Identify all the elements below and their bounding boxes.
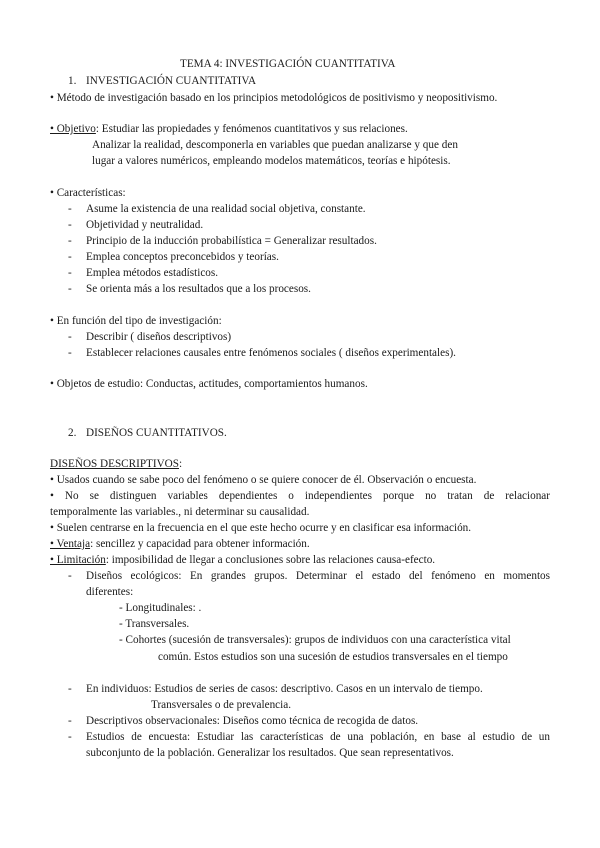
list-dash: - bbox=[68, 347, 72, 359]
funcion-item: Describir ( diseños descriptivos) bbox=[86, 331, 232, 343]
funcion-item: Establecer relaciones causales entre fenómenos sociales ( diseños experimentales). bbox=[86, 347, 456, 359]
observacionales-item: Descriptivos observacionales: Diseños como técnica de recogida de datos. bbox=[86, 715, 419, 727]
ventaja-text: : sencillez y capacidad para obtener información. bbox=[90, 538, 310, 550]
limitacion-text: : imposibilidad de llegar a conclusiones sobre las relaciones causa-efecto. bbox=[105, 554, 436, 566]
limitacion-bullet bbox=[50, 552, 435, 568]
individuos-line-1: En individuos: Estudios de series de casos: descriptivo. Casos en un intervalo de tiempo. bbox=[86, 683, 483, 695]
list-dash: - bbox=[68, 570, 72, 582]
list-dash: - bbox=[68, 683, 72, 695]
list-dash: - bbox=[68, 715, 72, 727]
caracteristica-item: Se orienta más a los resultados que a los procesos. bbox=[86, 283, 311, 295]
caracteristica-item: Asume la existencia de una realidad social objetiva, constante. bbox=[86, 203, 366, 215]
caracteristica-item: Emplea conceptos preconcebidos y teorías. bbox=[86, 251, 279, 263]
subheading-disenos-descriptivos bbox=[50, 456, 182, 472]
list-dash: - bbox=[68, 731, 72, 743]
subheading-text: DISEÑOS DESCRIPTIVOS bbox=[50, 458, 179, 470]
subheading-colon: : bbox=[178, 458, 183, 470]
objetivo-text: : Estudiar las propiedades y fenómenos cuantitativos y sus relaciones. bbox=[95, 123, 408, 135]
caracteristica-item: Emplea métodos estadísticos. bbox=[86, 267, 219, 279]
variables-bullet-line-1: • No se distinguen variables dependientes o independientes porque no tratan de relacionar bbox=[50, 490, 550, 502]
ecologicos-subitem: - Longitudinales: . bbox=[119, 602, 202, 614]
encuesta-line-1: Estudios de encuesta: Estudiar las características de una población, en base al estudio de un bbox=[86, 731, 550, 743]
list-dash: - bbox=[68, 251, 72, 263]
frecuencia-bullet: • Suelen centrarse en la frecuencia en el que este hecho ocurre y en clasificar esa información. bbox=[50, 522, 472, 534]
document-title: TEMA 4: INVESTIGACIÓN CUANTITATIVA bbox=[180, 58, 396, 70]
encuesta-line-2: subconjunto de la población. Generalizar los resultados. Que sean representativos. bbox=[86, 747, 454, 759]
caracteristica-item: Principio de la inducción probabilística = Generalizar resultados. bbox=[86, 235, 377, 247]
objetivo-label: • Objetivo bbox=[50, 123, 96, 135]
section-1-number: 1. bbox=[68, 75, 77, 87]
ecologicos-subitem: - Transversales. bbox=[119, 618, 190, 630]
list-dash: - bbox=[68, 203, 72, 215]
ecologicos-subitem: - Cohortes (sucesión de transversales): grupos de individuos con una característica vital bbox=[119, 634, 511, 646]
variables-bullet-line-2: temporalmente las variables., ni determinar su causalidad. bbox=[50, 506, 310, 518]
caracteristica-item: Objetividad y neutralidad. bbox=[86, 219, 204, 231]
objetivo-bullet bbox=[50, 121, 408, 137]
objetivo-line-3: lugar a valores numéricos, empleando modelos matemáticos, teorías e hipótesis. bbox=[92, 155, 451, 167]
list-dash: - bbox=[68, 283, 72, 295]
funcion-label: • En función del tipo de investigación: bbox=[50, 315, 222, 327]
ventaja-bullet bbox=[50, 536, 310, 552]
list-dash: - bbox=[68, 235, 72, 247]
ventaja-label: • Ventaja bbox=[50, 538, 91, 550]
ecologicos-line-2: diferentes: bbox=[86, 586, 134, 598]
list-dash: - bbox=[68, 267, 72, 279]
caracteristicas-label: • Características: bbox=[50, 187, 126, 199]
ecologicos-line-1: Diseños ecológicos: En grandes grupos. Determinar el estado del fenómeno en momentos bbox=[86, 570, 550, 582]
objetos-bullet: • Objetos de estudio: Conductas, actitudes, comportamientos humanos. bbox=[50, 378, 368, 390]
section-1-heading: INVESTIGACIÓN CUANTITATIVA bbox=[86, 75, 257, 87]
individuos-line-2: Transversales o de prevalencia. bbox=[151, 699, 292, 711]
section-2-number: 2. bbox=[68, 427, 77, 439]
section-2-heading: DISEÑOS CUANTITATIVOS. bbox=[86, 427, 227, 439]
limitacion-label: • Limitación bbox=[50, 554, 106, 566]
cohortes-line-2: común. Estos estudios son una sucesión de estudios transversales en el tiempo bbox=[158, 651, 508, 663]
list-dash: - bbox=[68, 219, 72, 231]
objetivo-line-2: Analizar la realidad, descomponerla en variables que puedan analizarse y que den bbox=[92, 139, 458, 151]
list-dash: - bbox=[68, 331, 72, 343]
metodo-bullet: • Método de investigación basado en los principios metodológicos de positivismo y neopositivismo. bbox=[50, 92, 498, 104]
usados-bullet: • Usados cuando se sabe poco del fenómeno o se quiere conocer de él. Observación o encuesta. bbox=[50, 474, 477, 486]
